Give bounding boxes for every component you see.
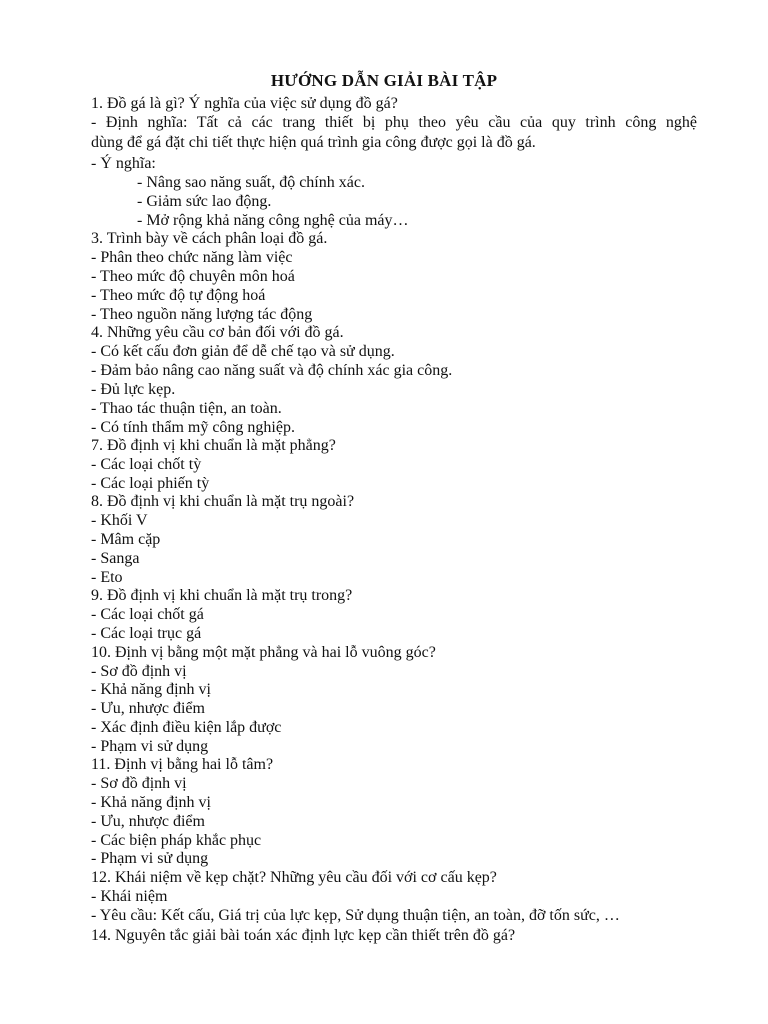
list-item: - Khả năng định vị: [91, 681, 211, 698]
list-item: - Thao tác thuận tiện, an toàn.: [91, 400, 282, 417]
list-item: - Phân theo chức năng làm việc: [91, 249, 293, 266]
meaning-item: - Nâng sao năng suất, độ chính xác.: [137, 174, 365, 191]
question-10-heading: 10. Định vị bằng một mặt phẳng và hai lỗ vuông góc?: [91, 644, 436, 661]
list-item: - Khối V: [91, 512, 148, 529]
list-item: - Xác định điều kiện lắp được: [91, 719, 282, 736]
list-item: - Có tính thẩm mỹ công nghiệp.: [91, 419, 295, 436]
question-8-heading: 8. Đồ định vị khi chuẩn là mặt trụ ngoài?: [91, 493, 355, 510]
list-item: - Các loại phiến tỳ: [91, 475, 210, 492]
list-item: - Đủ lực kẹp.: [91, 381, 176, 398]
list-item: - Theo nguồn năng lượng tác động: [91, 306, 313, 323]
list-item: - Sanga: [91, 550, 140, 567]
question-3-heading: 3. Trình bày về cách phân loại đồ gá.: [91, 230, 328, 247]
question-11-heading: 11. Định vị bằng hai lỗ tâm?: [91, 756, 274, 773]
question-1-heading: 1. Đồ gá là gì? Ý nghĩa của việc sử dụng đồ gá?: [91, 95, 398, 112]
list-item: - Theo mức độ chuyên môn hoá: [91, 268, 295, 285]
list-item: - Theo mức độ tự động hoá: [91, 287, 266, 304]
list-item: - Phạm vi sử dụng: [91, 738, 209, 755]
question-7-heading: 7. Đồ định vị khi chuẩn là mặt phẳng?: [91, 437, 336, 454]
question-4-heading: 4. Những yêu cầu cơ bản đối với đồ gá.: [91, 324, 344, 341]
list-item: - Các loại chốt gá: [91, 606, 204, 623]
list-item: - Khái niệm: [91, 888, 168, 905]
list-item: - Khả năng định vị: [91, 794, 211, 811]
list-item: - Các biện pháp khắc phục: [91, 832, 262, 849]
question-12-heading: 12. Khái niệm về kẹp chặt? Những yêu cầu đối với cơ cấu kẹp?: [91, 869, 497, 886]
meaning-label: - Ý nghĩa:: [91, 155, 156, 172]
list-item: - Phạm vi sử dụng: [91, 850, 209, 867]
list-item: - Sơ đồ định vị: [91, 775, 187, 792]
meaning-item: - Mở rộng khả năng công nghệ của máy…: [137, 212, 409, 229]
list-item: - Sơ đồ định vị: [91, 663, 187, 680]
question-9-heading: 9. Đồ định vị khi chuẩn là mặt trụ trong?: [91, 587, 353, 604]
list-item: - Đảm bảo nâng cao năng suất và độ chính xác gia công.: [91, 362, 453, 379]
list-item: - Các loại chốt tỳ: [91, 456, 202, 473]
list-item: - Mâm cặp: [91, 531, 161, 548]
meaning-item: - Giảm sức lao động.: [137, 193, 272, 210]
definition-line-2: dùng để gá đặt chi tiết thực hiện quá trình gia công được gọi là đồ gá.: [91, 134, 536, 151]
definition-line-1: - Định nghĩa: Tất cả các trang thiết bị phụ theo yêu cầu của quy trình công nghệ: [91, 114, 697, 131]
list-item: - Các loại trục gá: [91, 625, 202, 642]
list-item: - Ưu, nhược điểm: [91, 813, 205, 830]
list-item: - Yêu cầu: Kết cấu, Giá trị của lực kẹp, Sử dụng thuận tiện, an toàn, đỡ tốn sức, …: [91, 907, 620, 924]
document-title: HƯỚNG DẪN GIẢI BÀI TẬP: [270, 71, 498, 90]
list-item: - Ưu, nhược điểm: [91, 700, 205, 717]
list-item: - Có kết cấu đơn giản để dễ chế tạo và sử dụng.: [91, 343, 395, 360]
list-item: - Eto: [91, 569, 123, 586]
question-14-heading: 14. Nguyên tắc giải bài toán xác định lực kẹp cần thiết trên đồ gá?: [91, 927, 516, 944]
